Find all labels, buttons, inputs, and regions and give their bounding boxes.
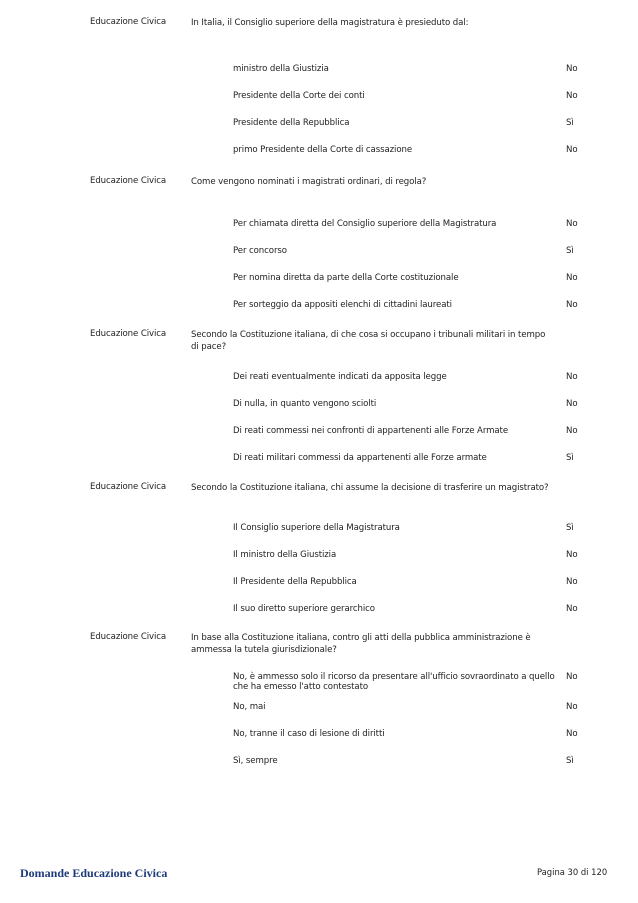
answer-value: Sì xyxy=(566,246,574,256)
answer-text: No, è ammesso solo il ricorso da presentare all'ufficio sovraordinato a quello che ha emesso l'atto contestato xyxy=(233,672,555,692)
footer-title: Domande Educazione Civica xyxy=(20,866,168,880)
answer-text: Per chiamata diretta del Consiglio superiore della Magistratura xyxy=(233,219,497,229)
answer-text: Per sorteggio da appositi elenchi di cittadini laureati xyxy=(233,300,452,310)
answer-text: Per concorso xyxy=(233,246,287,256)
question-subject: Educazione Civica xyxy=(90,482,167,492)
answer-text: Presidente della Repubblica xyxy=(233,118,350,128)
answer-text: Per nomina diretta da parte della Corte costituzionale xyxy=(233,273,459,283)
answer-value: No xyxy=(566,604,578,614)
question-subject: Educazione Civica xyxy=(90,176,167,186)
answer-value: No xyxy=(566,300,578,310)
answer-value: No xyxy=(566,219,578,229)
answer-value: No xyxy=(566,550,578,560)
page-number: Pagina 30 di 120 xyxy=(537,867,608,877)
answer-value: No xyxy=(566,91,578,101)
question-text: In Italia, il Consiglio superiore della magistratura è presieduto dal: xyxy=(191,18,469,28)
answer-value: No xyxy=(566,399,578,409)
question-text: Secondo la Costituzione italiana, di che cosa si occupano i tribunali militari in tempo di pace? xyxy=(191,330,546,352)
answer-value: No xyxy=(566,426,578,436)
answer-value: No xyxy=(566,702,578,712)
answer-value: No xyxy=(566,372,578,382)
answer-text: Dei reati eventualmente indicati da apposita legge xyxy=(233,372,447,382)
answer-value: No xyxy=(566,64,578,74)
question-text: Come vengono nominati i magistrati ordinari, di regola? xyxy=(191,177,427,187)
answer-value: Sì xyxy=(566,523,574,533)
answer-value: Sì xyxy=(566,453,574,463)
question-subject: Educazione Civica xyxy=(90,329,167,339)
answer-text: Presidente della Corte dei conti xyxy=(233,91,365,101)
answer-text: No, mai xyxy=(233,702,266,712)
answer-value: Sì xyxy=(566,118,574,128)
answer-text: Il Presidente della Repubblica xyxy=(233,577,357,587)
answer-text: Sì, sempre xyxy=(233,756,278,766)
answer-text: Il Consiglio superiore della Magistratura xyxy=(233,523,400,533)
answer-value: No xyxy=(566,672,578,682)
answer-text: Di nulla, in quanto vengono sciolti xyxy=(233,399,377,409)
question-text: Secondo la Costituzione italiana, chi assume la decisione di trasferire un magistrato? xyxy=(191,483,549,493)
answer-value: No xyxy=(566,145,578,155)
question-subject: Educazione Civica xyxy=(90,632,167,642)
question-text: In base alla Costituzione italiana, contro gli atti della pubblica amministrazione è ammessa la tutela giurisdizionale? xyxy=(191,633,531,655)
answer-text: Di reati commessi nei confronti di appartenenti alle Forze Armate xyxy=(233,426,509,436)
answer-text: ministro della Giustizia xyxy=(233,64,329,74)
answer-value: No xyxy=(566,729,578,739)
answer-text: Il ministro della Giustizia xyxy=(233,550,337,560)
answer-value: No xyxy=(566,577,578,587)
answer-text: primo Presidente della Corte di cassazione xyxy=(233,145,413,155)
answer-text: Di reati militari commessi da appartenenti alle Forze armate xyxy=(233,453,487,463)
answer-text: No, tranne il caso di lesione di diritti xyxy=(233,729,385,739)
question-subject: Educazione Civica xyxy=(90,17,167,27)
answer-text: Il suo diretto superiore gerarchico xyxy=(233,604,375,614)
answer-value: Sì xyxy=(566,756,574,766)
answer-value: No xyxy=(566,273,578,283)
